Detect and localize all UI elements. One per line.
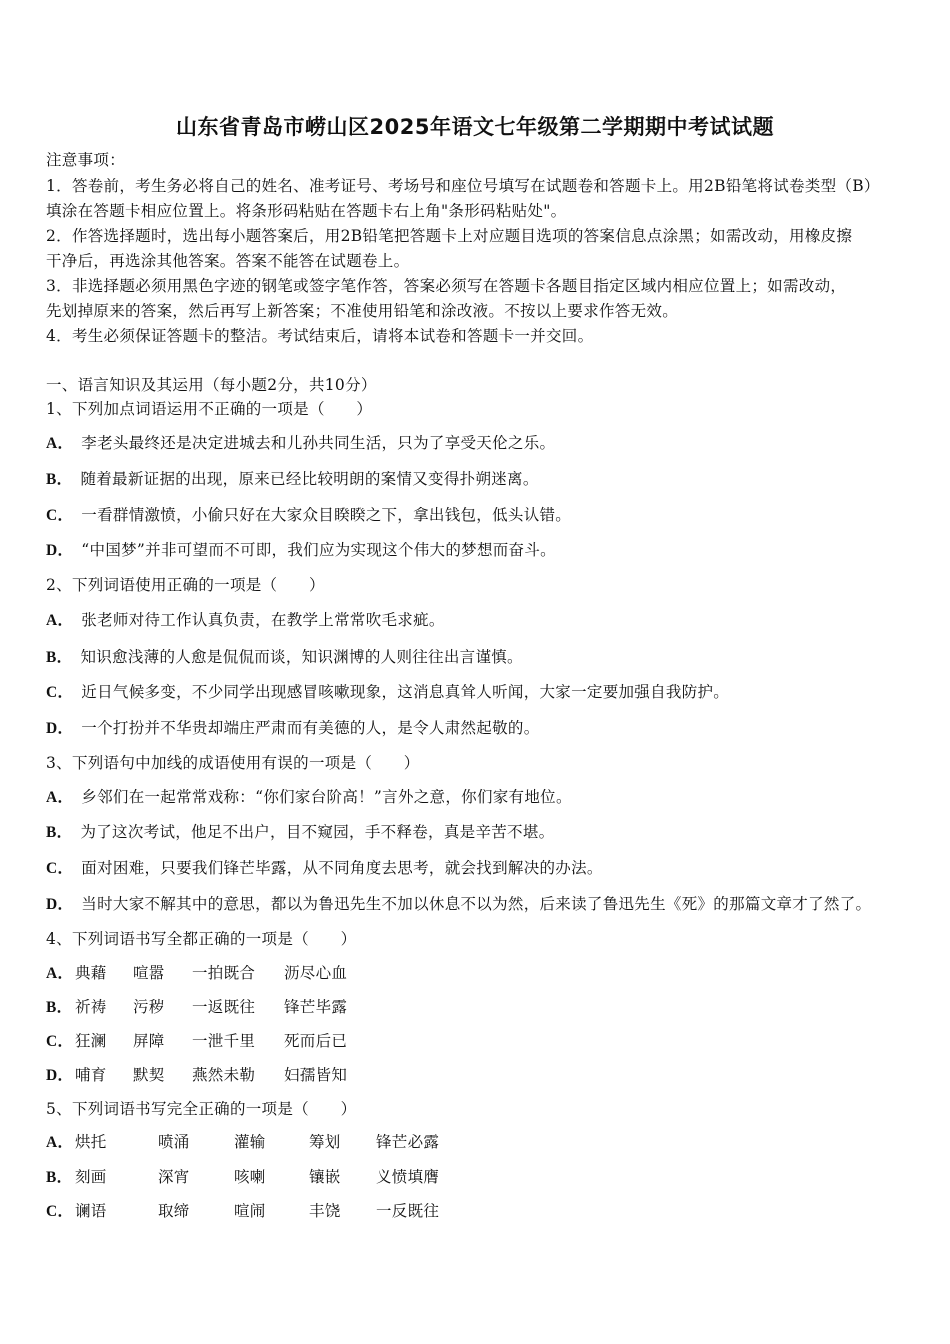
option-text: 随着最新证据的出现，原来已经比较明朗的案情又变得扑朔迷离。 [80, 470, 539, 488]
option-word: 喧闹 [234, 1202, 266, 1220]
option-letter: C． [46, 1033, 74, 1050]
option-word: 屏障 [133, 1032, 165, 1050]
option-c [46, 1031, 348, 1052]
option-b [46, 822, 554, 843]
option-a [46, 433, 555, 454]
question-stem: 3、下列语句中加线的成语使用有误的一项是（ ） [46, 754, 420, 772]
option-letter: D． [46, 720, 74, 737]
notice-line: 先划掉原来的答案，然后再写上新答案；不准使用铅笔和涂改液。不按以上要求作答无效。 [46, 302, 679, 320]
option-letter: B． [46, 471, 73, 488]
option-word: 一拍既合 [192, 964, 256, 982]
option-word: 默契 [133, 1066, 165, 1084]
option-letter: C． [46, 684, 74, 701]
option-c [46, 1201, 440, 1222]
option-c [46, 858, 603, 879]
option-d [46, 894, 871, 915]
question-stem: 5、下列词语书写完全正确的一项是（ ） [46, 1100, 357, 1118]
notice-line: 干净后，再选涂其他答案。答案不能答在试题卷上。 [46, 252, 410, 270]
option-letter: A． [46, 612, 74, 629]
option-word: 镶嵌 [309, 1168, 341, 1186]
section-heading: 一、语言知识及其运用（每小题2分，共10分） [46, 376, 377, 394]
option-c [46, 505, 571, 526]
notice-line: 1．答卷前，考生务必将自己的姓名、准考证号、考场号和座位号填写在试题卷和答题卡上。用2B铅笔将试卷类型（B） [46, 177, 880, 195]
option-text: 乡邻们在一起常常戏称：“你们家台阶高！”言外之意，你们家有地位。 [81, 788, 572, 806]
option-text: 张老师对待工作认真负责，在教学上常常吹毛求疵。 [81, 611, 445, 629]
notice-heading: 注意事项： [46, 151, 126, 169]
option-word: 狂澜 [75, 1032, 107, 1050]
option-a [46, 963, 348, 984]
option-b [46, 469, 539, 490]
option-letter: A． [46, 1134, 74, 1151]
question-stem: 1、下列加点词语运用不正确的一项是（ ） [46, 400, 373, 418]
option-word: 咳喇 [234, 1168, 266, 1186]
option-letter: B． [46, 824, 73, 841]
option-word: 筹划 [309, 1133, 341, 1151]
option-word: 灌输 [234, 1133, 266, 1151]
option-word: 丰饶 [309, 1202, 341, 1220]
option-word: 喷涌 [158, 1133, 190, 1151]
option-text: 面对困难，只要我们锋芒毕露，从不同角度去思考，就会找到解决的办法。 [81, 859, 603, 877]
notice-line: 4．考生必须保证答题卡的整洁。考试结束后，请将本试卷和答题卡一并交回。 [46, 327, 594, 345]
option-text: 当时大家不解其中的意思，都以为鲁迅先生不加以休息不以为然，后来读了鲁迅先生《死》的那篇文章才了然了。 [81, 895, 872, 913]
option-letter: C． [46, 507, 74, 524]
option-word: 义愤填膺 [376, 1168, 440, 1186]
option-a [46, 787, 572, 808]
option-text: 李老头最终还是决定进城去和儿孙共同生活，只为了享受天伦之乐。 [81, 434, 556, 452]
option-a [46, 1132, 440, 1153]
option-word: 典藉 [75, 964, 107, 982]
option-word: 污秽 [133, 998, 165, 1016]
option-letter: C． [46, 860, 74, 877]
option-letter: D． [46, 896, 74, 913]
option-word: 妇孺皆知 [284, 1066, 348, 1084]
option-word: 沥尽心血 [284, 964, 348, 982]
option-text: 知识愈浅薄的人愈是侃侃而谈，知识渊博的人则往往出言谨慎。 [80, 648, 523, 666]
option-word: 一泄千里 [192, 1032, 256, 1050]
option-text: 一看群情激愤，小偷只好在大家众目睽睽之下，拿出钱包，低头认错。 [81, 506, 572, 524]
question-stem: 2、下列词语使用正确的一项是（ ） [46, 576, 325, 594]
option-letter: C． [46, 1203, 74, 1220]
option-text: 为了这次考试，他足不出户，目不窥园，手不释卷，真是辛苦不堪。 [80, 823, 555, 841]
option-word: 烘托 [75, 1133, 107, 1151]
option-letter: D． [46, 542, 74, 559]
option-word: 取缔 [158, 1202, 190, 1220]
option-word: 锋芒毕露 [284, 998, 348, 1016]
question-stem: 4、下列词语书写全都正确的一项是（ ） [46, 930, 357, 948]
option-text: “中国梦”并非可望而不可即，我们应为实现这个伟大的梦想而奋斗。 [81, 541, 556, 559]
option-word: 一反既往 [376, 1202, 440, 1220]
option-word: 燕然未勒 [192, 1066, 256, 1084]
option-letter: B． [46, 1169, 73, 1186]
notice-line: 填涂在答题卡相应位置上。将条形码粘贴在答题卡右上角"条形码粘贴处"。 [46, 202, 567, 220]
option-word: 喧嚣 [133, 964, 165, 982]
option-word: 锋芒必露 [376, 1133, 440, 1151]
option-letter: A． [46, 965, 74, 982]
option-word: 祈祷 [75, 998, 107, 1016]
option-b [46, 1167, 440, 1188]
option-word: 深宵 [158, 1168, 190, 1186]
notice-line: 3．非选择题必须用黑色字迹的钢笔或签字笔作答，答案必须写在答题卡各题目指定区域内相应位置上；如需改动， [46, 277, 847, 295]
option-word: 死而后已 [284, 1032, 348, 1050]
option-word: 刻画 [75, 1168, 107, 1186]
notice-line: 2．作答选择题时，选出每小题答案后，用2B铅笔把答题卡上对应题目选项的答案信息点涂黑；如需改动，用橡皮擦 [46, 227, 853, 245]
option-b [46, 997, 348, 1018]
option-word: 谰语 [75, 1202, 107, 1220]
option-text: 一个打扮并不华贵却端庄严肃而有美德的人，是令人肃然起敬的。 [81, 719, 540, 737]
option-letter: D． [46, 1067, 74, 1084]
option-word: 哺育 [75, 1066, 107, 1084]
option-letter: B． [46, 649, 73, 666]
option-text: 近日气候多变，不少同学出现感冒咳嗽现象，这消息真耸人听闻，大家一定要加强自我防护。 [81, 683, 730, 701]
option-letter: B． [46, 999, 73, 1016]
option-b [46, 647, 523, 668]
option-d [46, 1065, 348, 1086]
option-word: 一返既往 [192, 998, 256, 1016]
option-a [46, 610, 445, 631]
option-letter: A． [46, 435, 74, 452]
option-d [46, 718, 540, 739]
option-d [46, 540, 556, 561]
option-c [46, 682, 729, 703]
option-letter: A． [46, 789, 74, 806]
exam-title: 山东省青岛市崂山区2025年语文七年级第二学期期中考试试题 [176, 115, 774, 139]
